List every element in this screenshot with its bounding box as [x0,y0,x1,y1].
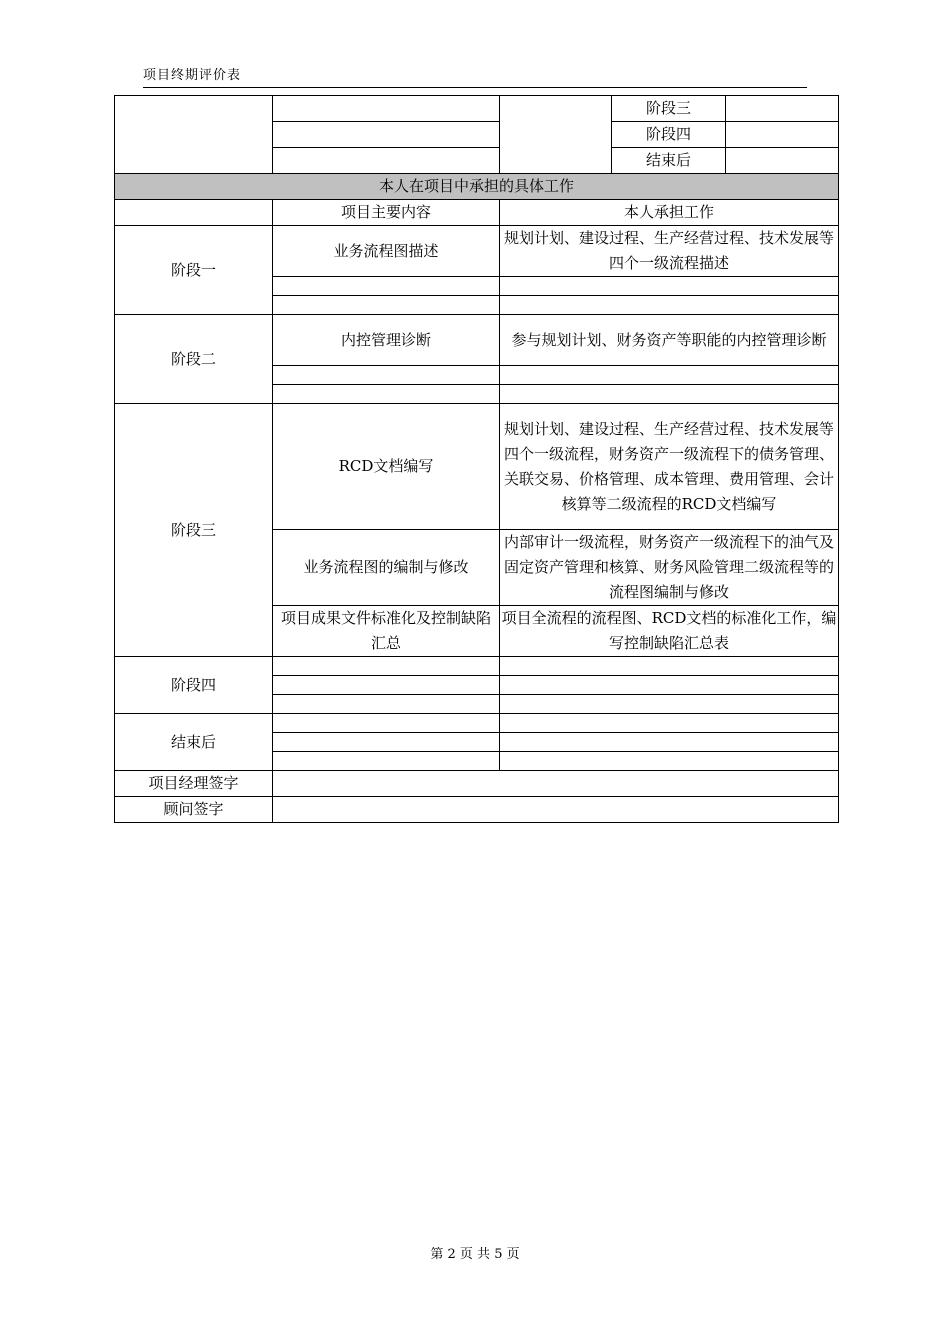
stage-label-cell: 阶段四 [612,122,726,148]
empty-cell [273,366,500,385]
empty-cell [273,657,500,676]
stage-label: 阶段三 [115,404,273,657]
stage-label-cell: 结束后 [612,148,726,174]
empty-cell [273,733,500,752]
empty-cell [273,296,500,315]
empty-cell [500,366,839,385]
empty-cell [726,96,839,122]
empty-cell [500,96,612,174]
signature-row [115,771,839,797]
manager-signature-field[interactable] [273,771,839,797]
stage-work: 参与规划计划、财务资产等职能的内控管理诊断 [500,315,839,366]
evaluation-table [114,95,839,823]
stage-item: RCD文档编写 [273,404,500,530]
table-row [115,404,839,530]
empty-cell [500,657,839,676]
empty-cell [273,96,500,122]
empty-cell [115,96,273,174]
stage-label: 阶段二 [115,315,273,404]
stage-item: 业务流程图描述 [273,226,500,277]
section-header-row [115,174,839,200]
empty-cell [500,296,839,315]
empty-cell [115,200,273,226]
empty-cell [273,277,500,296]
page-header-title: 项目终期评价表 [143,68,807,88]
empty-cell [273,385,500,404]
stage-work: 内部审计一级流程，财务资产一级流程下的油气及固定资产管理和核算、财务风险管理二级流程等的流程图编制与修改 [500,530,839,606]
empty-cell [500,695,839,714]
page-number: 第 2 页 共 5 页 [430,1247,520,1262]
column-header-row [115,200,839,226]
stage-label: 阶段四 [115,657,273,714]
empty-cell [273,752,500,771]
empty-cell [500,714,839,733]
stage-label: 阶段一 [115,226,273,315]
empty-cell [726,148,839,174]
table-row [115,657,839,676]
column-header-work: 本人承担工作 [500,200,839,226]
empty-cell [273,122,500,148]
empty-cell [273,695,500,714]
empty-cell [273,676,500,695]
stage-label-cell: 阶段三 [612,96,726,122]
empty-cell [500,277,839,296]
column-header-content: 项目主要内容 [273,200,500,226]
empty-cell [726,122,839,148]
signature-row [115,797,839,823]
table-row [115,714,839,733]
empty-cell [500,733,839,752]
stage-work: 规划计划、建设过程、生产经营过程、技术发展等四个一级流程，财务资产一级流程下的债务管理、关联交易、价格管理、成本管理、费用管理、会计核算等二级流程的RCD文档编写 [500,404,839,530]
empty-cell [500,385,839,404]
stage-item: 内控管理诊断 [273,315,500,366]
consultant-signature-field[interactable] [273,797,839,823]
table-row [115,315,839,366]
manager-signature-label: 项目经理签字 [115,771,273,797]
stage-item: 项目成果文件标准化及控制缺陷汇总 [273,606,500,657]
stage-work: 规划计划、建设过程、生产经营过程、技术发展等四个一级流程描述 [500,226,839,277]
empty-cell [500,752,839,771]
empty-cell [273,714,500,733]
section-title: 本人在项目中承担的具体工作 [115,174,839,200]
table-row [115,96,839,122]
table-row [115,226,839,277]
stage-item: 业务流程图的编制与修改 [273,530,500,606]
stage-work: 项目全流程的流程图、RCD文档的标准化工作，编写控制缺陷汇总表 [500,606,839,657]
empty-cell [500,676,839,695]
consultant-signature-label: 顾问签字 [115,797,273,823]
stage-label: 结束后 [115,714,273,771]
empty-cell [273,148,500,174]
